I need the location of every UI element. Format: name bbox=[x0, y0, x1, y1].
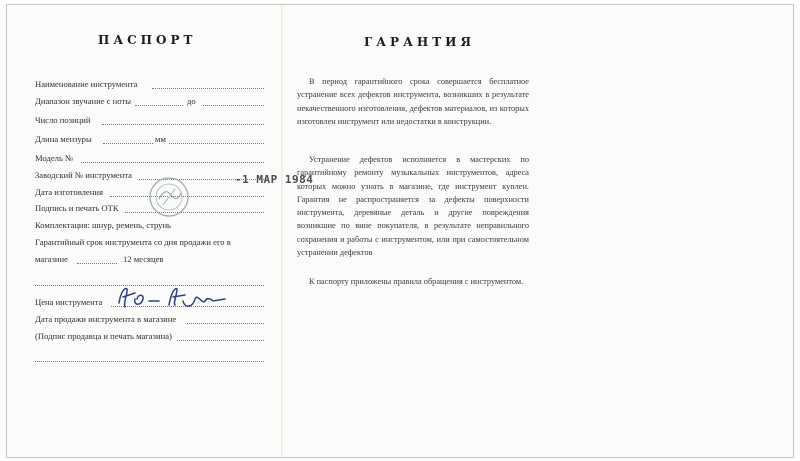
field-otk-label: Подпись и печать ОТК bbox=[35, 203, 119, 213]
field-warranty-line2b: 12 месяцев bbox=[123, 254, 164, 264]
field-scale-line bbox=[103, 143, 153, 144]
field-positions-line bbox=[102, 124, 264, 125]
field-date-label: Дата изготовления bbox=[35, 187, 103, 197]
passport-sheet bbox=[6, 4, 794, 458]
otk-stamp-icon bbox=[145, 173, 193, 221]
warranty-paragraph-3: К паспорту приложены правила обращения с инструментом. bbox=[309, 277, 524, 286]
field-seller-sign-line bbox=[177, 340, 264, 341]
bottom-line bbox=[35, 361, 264, 362]
field-model-line bbox=[81, 162, 264, 163]
passport-title: ПАСПОРТ bbox=[98, 33, 197, 47]
field-positions-label: Число позиций bbox=[35, 115, 91, 125]
field-range-to-line bbox=[203, 105, 264, 106]
field-sale-date-label: Дата продажи инструмента в магазине bbox=[35, 314, 177, 324]
field-warranty-line1: Гарантийный срок инструмента со дня продажи его в bbox=[35, 237, 231, 247]
date-stamp: -1 МАР 1984 bbox=[235, 173, 314, 186]
handwritten-price-icon bbox=[113, 281, 231, 315]
field-model-label: Модель № bbox=[35, 153, 74, 163]
field-scale-line-2 bbox=[169, 143, 264, 144]
field-sale-date-line bbox=[187, 323, 264, 324]
field-range-line bbox=[135, 105, 183, 106]
field-range-label: Диапазон звучание с ноты bbox=[35, 96, 131, 106]
warranty-title: ГАРАНТИЯ bbox=[364, 35, 476, 49]
field-price-label: Цена инструмента bbox=[35, 297, 103, 307]
field-seller-sign-label: (Подпис продавца и печать магазина) bbox=[35, 331, 172, 341]
field-serial-label: Заводский № инструмента bbox=[35, 170, 132, 180]
field-kit-label: Комплектация: шнур, ремень, струнь bbox=[35, 220, 171, 230]
page-fold bbox=[281, 5, 283, 457]
field-range-to: до bbox=[187, 96, 196, 106]
field-scale-label: Длина мензуры bbox=[35, 134, 92, 144]
field-scale-unit: мм bbox=[155, 134, 166, 144]
field-name-label: Наименование инструмента bbox=[35, 79, 138, 89]
warranty-paragraph-1: В период гарантийного срока совершается бесплатное устранение всех дефектов инструмента, возникших в результате некачественного изготовления, дефектов материалов, из которых изготовлен инструмент или недостатки в конструкции. bbox=[297, 77, 529, 126]
warranty-paragraph-2: Устранение дефектов исполняется в мастерских по гарантийному ремонту музыкальных инструментов, адреса которых можно узнать в магазине, где инструмент куплен. Гарантия не распространяется за дефекты поверхности инструмента, деревяные деталь и другие повреждения возникшие по вине покупателя, в результате неправильного сохранения и работы с инструментом, или при самостоятельном устранении дефектов bbox=[297, 155, 529, 258]
field-name-line bbox=[152, 88, 264, 89]
field-warranty-line2a: магазине bbox=[35, 254, 68, 264]
field-warranty-line bbox=[77, 263, 117, 264]
